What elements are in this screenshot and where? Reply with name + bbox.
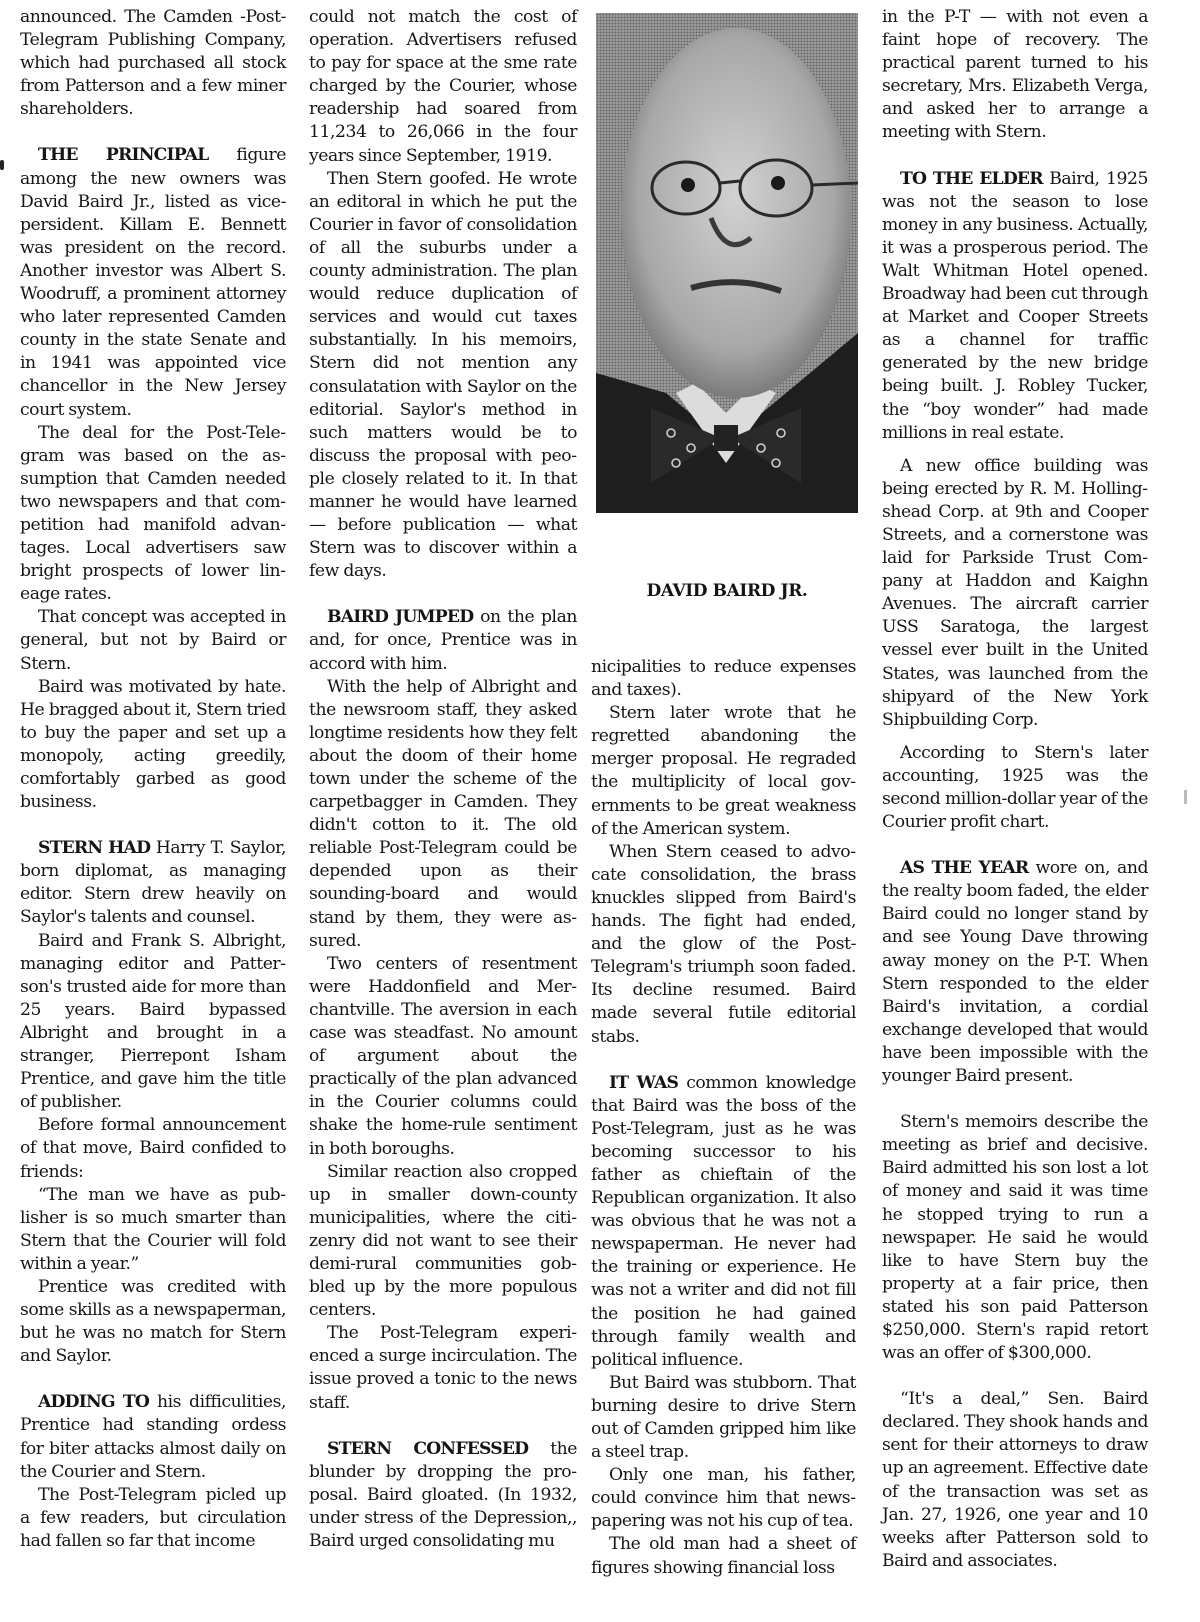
paragraph <box>591 656 856 702</box>
paragraph-text: The Post-Telegram picled up a few readers, but circulation had fallen so far that income <box>20 1484 286 1551</box>
paragraph-text: When Stern ceased to advocate consolidation, the brass knuckles slipped from Baird's hands. The fight had ended, and the glow of the Post-Telegram's triumph soon faded. Its decline resumed. Baird made several futile editorial stabs. <box>591 841 856 1047</box>
paragraph <box>309 1161 577 1323</box>
paragraph <box>591 1372 856 1464</box>
paragraph <box>882 857 1148 1088</box>
article-column-2 <box>309 6 577 1553</box>
paragraph <box>591 1464 856 1533</box>
paragraph-text: The Post-Telegram experienced a surge incirculation. The issue proved a tonic to the news staff. <box>309 1323 577 1413</box>
paragraph-text: the blunder by dropping the proposal. Baird gloated. (In 1932, under stress of the Depression,, Baird urged consolidating mu <box>309 1438 577 1551</box>
page-edge-mark <box>1184 790 1187 804</box>
paragraph <box>20 837 286 929</box>
paragraph-text: figure among the new owners was David Baird Jr., listed as vice-persident. Killam E. Bennett was president on the record. Another investor was Albert S. Woodruff, a prominent attorney who later represented Camden county in the state Senate and in 1941 was appointed vice chancellor in the New Jersey court system. <box>20 145 286 420</box>
paragraph <box>591 841 856 1049</box>
article-column-4 <box>882 6 1148 1573</box>
paragraph <box>20 676 286 815</box>
portrait-image <box>596 13 858 513</box>
paragraph-text: “The man we have as publisher is so much smarter than Stern that the Courier will fold within a year.” <box>20 1184 286 1274</box>
paragraph <box>591 1072 856 1372</box>
portrait-photo <box>596 13 858 513</box>
paragraph <box>20 930 286 1115</box>
paragraph-text: That concept was accepted in general, but not by Baird or Stern. <box>20 607 286 674</box>
paragraph <box>309 6 577 168</box>
paragraph-text: in the P-T — with not even a faint hope of recovery. The practical parent turned to his secretary, Mrs. Elizabeth Verga, and asked her to arrange a meeting with Stern. <box>882 7 1148 143</box>
paragraph-text: wore on, and the realty boom faded, the elder Baird could no longer stand by and see Young Dave throwing away money on the P-T. When Stern responded to the elder Baird's invitation, a cordial exchange developed that would have been impossible with the younger Baird present. <box>882 858 1148 1087</box>
paragraph <box>591 702 856 841</box>
paragraph-text: announced. The Camden -Post-Telegram Publishing Company, which had purchased all stock from Patterson and a few miner shareholders. <box>20 7 286 120</box>
paragraph-text: on the plan and, for once, Prentice was in accord with him. <box>309 607 577 674</box>
section-lead: ADDING TO <box>38 1392 150 1413</box>
quote-paragraph <box>882 1388 1148 1573</box>
paragraph-text: nicipalities to reduce expenses and taxes). <box>591 657 856 701</box>
paragraph-text: Baird was motivated by hate. He bragged about it, Stern tried to buy the paper and set up a monopoly, acting greedily, comfortably garbed as good business. <box>20 676 286 813</box>
paragraph-text: Similar reaction also cropped up in smaller down-county municipalities, where the citizenry did not want to see their demi-rural communities gobbled up by the more populous centers. <box>309 1161 577 1321</box>
paragraph-text: Prentice was credited with some skills as a newspaperman, but he was no match for Stern and Saylor. <box>20 1276 286 1367</box>
paragraph-text: Stern's memoirs describe the meeting as brief and decisive. Baird admitted his son lost a lot of money and said it was time he stopped trying to run a newspaper. He said he would like to have Stern buy the property at a fair price, then stated his son paid Patterson $250,000. Stern's rapid retort was an offer of $300,000. <box>882 1112 1148 1364</box>
paragraph <box>20 606 286 675</box>
paragraph-text: common knowledge that Baird was the boss of the Post-Telegram, just as he was becoming successor to his father as chieftain of the Republican organization. It also was obvious that he was not a newspaperman. He never had the training or experience. He was not a writer and did not fill the position he had gained through family wealth and political influence. <box>591 1072 856 1370</box>
paragraph <box>309 953 577 1161</box>
paragraph-text: Then Stern goofed. He wrote an editoral in which he put the Courier in favor of consolidation of all the suburbs under a county administration. The plan would reduce duplication of services and would cut taxes substantially. In his memoirs, Stern did not mention any consulatation with Saylor on the editorial. Saylor's method in such matters would be to discuss the proposal with people closely related to it. In that manner he would have learned — before publication — what Stern was to discover within a few days. <box>309 168 577 582</box>
paragraph <box>309 676 577 953</box>
paragraph-text: Before formal announcement of that move, Baird confided to friends: <box>20 1115 286 1182</box>
paragraph <box>309 1322 577 1414</box>
paragraph-text: With the help of Albright and the newsroom staff, they asked longtime residents how they felt about the doom of their home town under the scheme of the carpetbagger in Camden. They didn't cotton to it. The old reliable Post-Telegram could be depended upon as their sounding-board and would stand by them, they were assured. <box>309 676 577 951</box>
paragraph <box>20 1484 286 1553</box>
paragraph-text: According to Stern's later accounting, 1925 was the second million-dollar year of the Courier profit chart. <box>882 742 1148 833</box>
paragraph <box>20 144 286 421</box>
paragraph-text: The deal for the Post-Telegram was based on the assumption that Camden needed two newspapers and that competition had manifold advantages. Local advertisers saw bright prospects of lower lineage rates. <box>20 422 286 605</box>
paragraph-text: Harry T. Saylor, born diplomat, as managing editor. Stern drew heavily on Saylor's talents and counsel. <box>20 838 286 928</box>
section-lead: STERN HAD <box>38 838 151 859</box>
paragraph <box>882 455 1148 732</box>
paragraph-text: Only one man, his father, could convince him that newspapering was not his cup of tea. <box>591 1465 856 1532</box>
paragraph <box>309 1438 577 1553</box>
paragraph <box>20 1391 286 1483</box>
paragraph <box>882 6 1148 145</box>
section-lead: AS THE YEAR <box>900 858 1029 879</box>
section-lead: STERN CONFESSED <box>327 1438 529 1459</box>
photo-caption: DAVID BAIRD JR. <box>646 581 808 601</box>
paragraph-text: The old man had a sheet of figures showing financial loss <box>591 1534 856 1578</box>
paragraph-text: A new office building was being erected by R. M. Hollingshead Corp. at 9th and Cooper Streets, and a cornerstone was laid for Parkside Trust Company at Haddon and Kaighn Avenues. The aircraft carrier USS Saratoga, the largest vessel ever built in the United States, was launched from the shipyard of the New York Shipbuilding Corp. <box>882 455 1148 730</box>
article-column-3 <box>591 656 856 1580</box>
paragraph <box>309 168 577 584</box>
paragraph <box>309 606 577 675</box>
paragraph-text: Stern later wrote that he regretted abandoning the merger proposal. He regraded the multiplicity of local governments to be great weakness of the American system. <box>591 703 856 839</box>
paragraph-text: “It's a deal,” Sen. Baird declared. They shook hands and sent for their attorneys to draw up an agreement. Effective date of the transaction was set as Jan. 27, 1926, one year and 10 weeks after Patterson sold to Baird and associates. <box>882 1389 1148 1571</box>
paragraph <box>20 6 286 121</box>
section-lead: TO THE ELDER <box>900 168 1043 189</box>
paragraph-text: Baird and Frank S. Albright, managing editor and Patterson's trusted aide for more than 25 years. Baird bypassed Albright and brought in a stranger, Pierrepont Isham Prentice, and gave him the title of publisher. <box>20 930 286 1113</box>
paragraph-text: his difficulities, Prentice had standing ordess for biter attacks almost daily on the Courier and Stern. <box>20 1392 286 1482</box>
paragraph <box>882 742 1148 834</box>
section-lead: IT WAS <box>609 1072 679 1093</box>
paragraph <box>20 1114 286 1183</box>
section-lead: THE PRINCIPAL <box>38 145 209 166</box>
paragraph-text: could not match the cost of operation. Advertisers refused to pay for space at the sme rate charged by the Courier, whose readership had soared from 11,234 to 26,066 in the four years since September, 1919. <box>309 7 577 166</box>
paragraph-text: But Baird was stubborn. That burning desire to drive Stern out of Camden gripped him like a steel trap. <box>591 1372 856 1463</box>
paragraph-text: Baird, 1925 was not the season to lose money in any business. Actually, it was a prosperous period. The Walt Whitman Hotel opened. Broadway had been cut through at Market and Cooper Streets as a channel for traffic generated by the new bridge being built. J. Robley Tucker, the “boy wonder” had made millions in real estate. <box>882 168 1148 443</box>
quote-paragraph <box>20 1184 286 1276</box>
paragraph <box>882 1111 1148 1365</box>
margin-bullet-mark <box>0 160 4 170</box>
paragraph-text: Two centers of resentment were Haddonfield and Merchantville. The aversion in each case was steadfast. No amount of argument about the practically of the plan advanced in the Courier columns could shake the home-rule sentiment in both boroughs. <box>309 953 577 1159</box>
paragraph <box>591 1533 856 1579</box>
paragraph <box>882 168 1148 445</box>
article-column-1 <box>20 6 286 1553</box>
paragraph <box>20 1276 286 1368</box>
section-lead: BAIRD JUMPED <box>327 607 474 628</box>
paragraph <box>20 422 286 607</box>
